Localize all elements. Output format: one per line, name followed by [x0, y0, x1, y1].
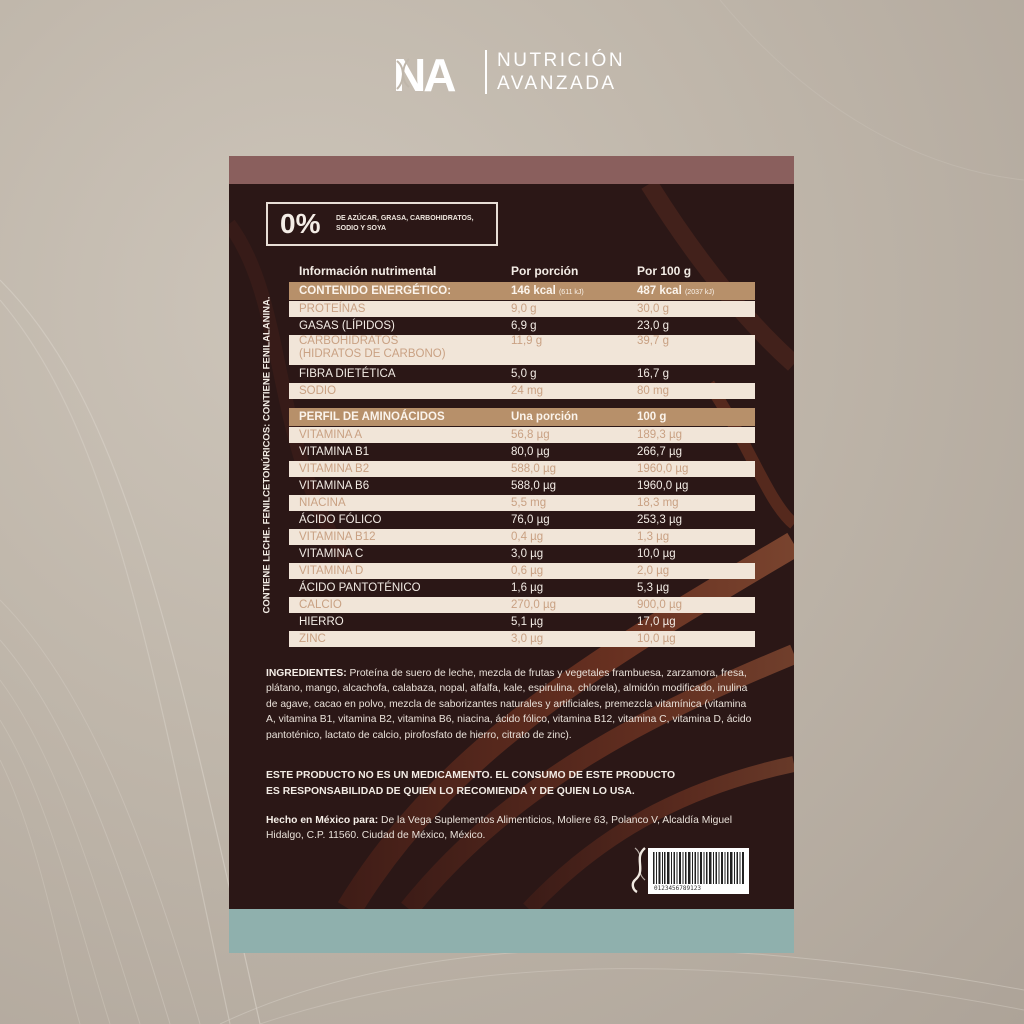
table-row: [289, 427, 755, 443]
nutrition-header-label: Información nutrimental: [299, 264, 437, 278]
row-per100: 10,0 µg: [637, 548, 676, 560]
row-label: CALCIO: [299, 599, 342, 611]
row-portion: 588,0 µg: [511, 480, 556, 492]
row-label: SODIO: [299, 385, 337, 397]
table-row: [289, 631, 755, 647]
row-label: VITAMINA B6: [299, 480, 370, 492]
barcode: [648, 848, 749, 894]
row-per100: 16,7 g: [637, 368, 669, 380]
row-label: PROTEÍNAS: [299, 303, 366, 315]
row-portion: 588,0 µg: [511, 463, 556, 475]
table-row: [289, 597, 755, 613]
table-row: [289, 580, 755, 596]
ingredients-text: [266, 666, 756, 743]
row-per100: 900,0 µg: [637, 599, 682, 611]
energy-per100-kcal: 487 kcal: [637, 285, 682, 297]
product-package: [229, 156, 794, 953]
brand-name: [497, 49, 625, 95]
logo-divider: [485, 50, 487, 94]
dna-helix-icon: [393, 49, 481, 95]
made-in-label: Hecho en México para:: [266, 815, 379, 826]
brand-line-2: AVANZADA: [497, 73, 617, 94]
row-label: HIERRO: [299, 616, 344, 628]
row-per100: 80 mg: [637, 385, 669, 397]
row-label: ÁCIDO PANTOTÉNICO: [299, 582, 421, 594]
brand-line-1: NUTRICIÓN: [497, 50, 626, 71]
row-per100: 1960,0 µg: [637, 480, 689, 492]
zero-claim-text: DE AZÚCAR, GRASA, CARBOHIDRATOS, SODIO Y SOYA: [336, 215, 474, 232]
row-label: VITAMINA D: [299, 565, 364, 577]
warning-line-1: ESTE PRODUCTO NO ES UN MEDICAMENTO. EL CONSUMO DE ESTE PRODUCTO: [266, 770, 676, 781]
table-row: [289, 563, 755, 579]
table-row: [289, 614, 755, 630]
table-row: [289, 383, 755, 399]
row-label: FIBRA DIETÉTICA: [299, 368, 396, 380]
row-label: VITAMINA B1: [299, 446, 370, 458]
row-portion: 80,0 µg: [511, 446, 550, 458]
row-portion: 5,5 mg: [511, 497, 547, 509]
energy-label: CONTENIDO ENERGÉTICO:: [299, 285, 452, 297]
table-row: [289, 301, 755, 317]
table-row: [289, 546, 755, 562]
amino-header-per100: 100 g: [637, 411, 667, 423]
row-portion: 24 mg: [511, 385, 543, 397]
row-per100: 266,7 µg: [637, 446, 682, 458]
energy-row: [289, 282, 755, 300]
row-label: [299, 335, 446, 361]
energy-portion-kj: (611 kJ): [558, 289, 584, 296]
table-row: [289, 512, 755, 528]
row-per100: 253,3 µg: [637, 514, 682, 526]
row-per100: 1,3 µg: [637, 531, 670, 543]
table-row: [289, 366, 755, 382]
allergen-note-text: CONTIENE LECHE. FENILCETONÚRICOS: CONTIENE FENILALANINA.: [261, 296, 273, 614]
row-per100: 1960,0 µg: [637, 463, 689, 475]
row-label: GASAS (LÍPIDOS): [299, 320, 395, 332]
energy-per100: [637, 282, 714, 302]
row-portion: 0,4 µg: [511, 531, 544, 543]
table-gap: [289, 400, 755, 408]
row-portion: 56,8 µg: [511, 429, 550, 441]
package-bottom-band: [229, 909, 794, 953]
table-row: [289, 335, 755, 365]
amino-header-portion: Una porción: [511, 411, 579, 423]
row-label: VITAMINA B2: [299, 463, 370, 475]
table-row: [289, 478, 755, 494]
energy-portion-kcal: 146 kcal: [511, 285, 556, 297]
row-per100: 18,3 mg: [637, 497, 679, 509]
package-top-band: [229, 156, 794, 184]
row-label: ZINC: [299, 633, 326, 645]
table-row: [289, 444, 755, 460]
row-label-line1: CARBOHIDRATOS: [299, 335, 399, 347]
svg-text:NA: NA: [393, 49, 454, 95]
table-row: [289, 495, 755, 511]
table-row: [289, 318, 755, 334]
made-in-body: De la Vega Suplementos Alimenticios, Moliere 63, Polanco V, Alcaldía Miguel Hidalgo, C.P. 11560. Ciudad de México, México.: [266, 815, 733, 842]
nutrition-header-portion: Por porción: [511, 264, 579, 278]
made-in-text: [266, 813, 756, 844]
row-portion: 76,0 µg: [511, 514, 550, 526]
amino-header-label: PERFIL DE AMINOÁCIDOS: [299, 411, 445, 423]
barcode-number: 0123456789123: [654, 885, 701, 892]
zero-claim-box: [266, 202, 498, 246]
row-label: NIACINA: [299, 497, 346, 509]
row-portion: 0,6 µg: [511, 565, 544, 577]
row-per100: 17,0 µg: [637, 616, 676, 628]
energy-per100-kj: (2037 kJ): [684, 289, 715, 296]
row-portion: 11,9 g: [511, 335, 543, 347]
ingredients-body: Proteína de suero de leche, mezcla de frutas y vegetales frambuesa, zarzamora, fresa, plátano, mango, alcachofa, calabaza, nopal, alfalfa, kale, espirulina, chlorela), almidón modificado, inulina de agave, cacao en polvo, mezcla de saborizantes naturales y artificiales, premezcla vitamínica (vitamina A, vitamina B1, vitamina B2, vitamina B6, niacina, ácido fólico, vitamina B12, vitamina C, vitamina D, ácido pantoténico, lactato de calcio, pirofosfato de hierro, citrato de zinc).: [266, 668, 752, 741]
energy-portion: [511, 282, 584, 302]
row-per100: 5,3 µg: [637, 582, 670, 594]
row-label: VITAMINA C: [299, 548, 364, 560]
row-portion: 270,0 µg: [511, 599, 556, 611]
row-per100: 39,7 g: [637, 335, 669, 347]
zero-percent: 0%: [280, 208, 321, 239]
row-portion: 5,0 g: [511, 368, 537, 380]
row-per100: 30,0 g: [637, 303, 669, 315]
warning-text: [266, 768, 766, 800]
table-row: [289, 461, 755, 477]
row-per100: 10,0 µg: [637, 633, 676, 645]
row-portion: 3,0 µg: [511, 548, 544, 560]
row-per100: 189,3 µg: [637, 429, 682, 441]
allergen-vertical-note: [261, 264, 273, 646]
nutrition-header-row: [289, 262, 755, 280]
row-label: ÁCIDO FÓLICO: [299, 514, 382, 526]
amino-header-row: [289, 408, 755, 426]
row-portion: 5,1 µg: [511, 616, 544, 628]
row-portion: 6,9 g: [511, 320, 537, 332]
row-portion: 3,0 µg: [511, 633, 544, 645]
table-row: [289, 529, 755, 545]
warning-line-2: ES RESPONSABILIDAD DE QUIEN LO RECOMIENDA Y DE QUIEN LO USA.: [266, 786, 635, 797]
nutrition-header-per100: Por 100 g: [637, 264, 692, 278]
row-label: VITAMINA A: [299, 429, 363, 441]
nutrition-table: [289, 262, 755, 648]
brand-logo: [393, 48, 625, 96]
ingredients-label: INGREDIENTES:: [266, 668, 347, 679]
row-portion: 9,0 g: [511, 303, 537, 315]
row-portion: 1,6 µg: [511, 582, 544, 594]
row-label: VITAMINA B12: [299, 531, 376, 543]
row-label-line2: (HIDRATOS DE CARBONO): [299, 348, 446, 360]
row-per100: 23,0 g: [637, 320, 669, 332]
row-per100: 2,0 µg: [637, 565, 670, 577]
